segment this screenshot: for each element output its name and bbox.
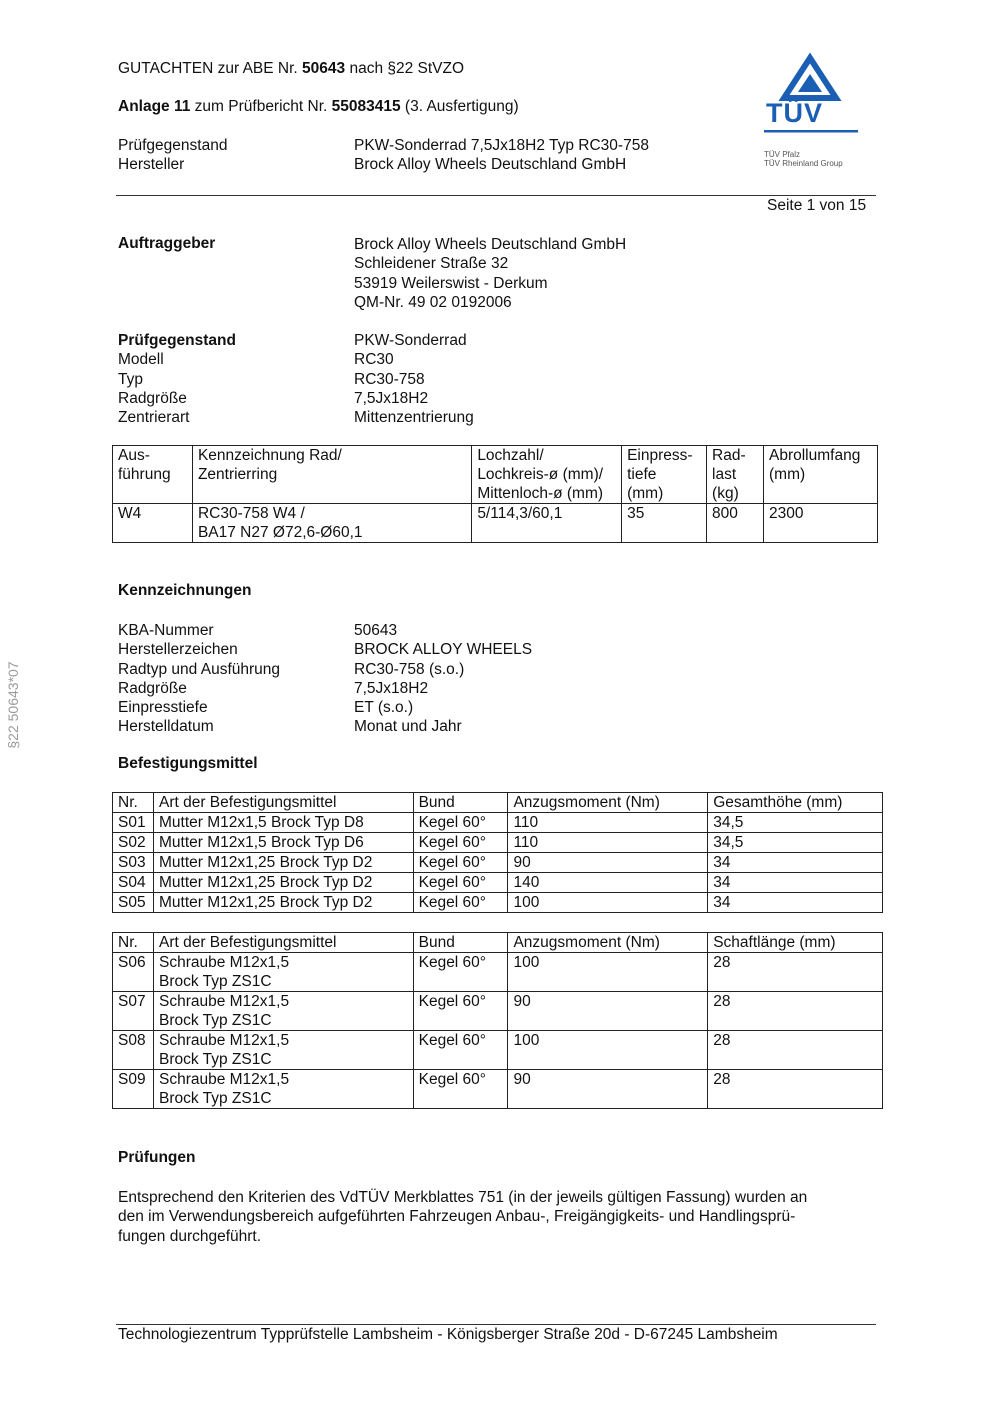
table-cell xyxy=(707,504,764,543)
pg-value: 7,5Jx18H2 xyxy=(354,389,429,407)
pg-key: Typ xyxy=(118,370,143,388)
table-row xyxy=(113,1070,883,1109)
table-row xyxy=(113,833,883,853)
table-cell xyxy=(508,833,708,853)
auftraggeber-line: Brock Alloy Wheels Deutschland GmbH xyxy=(354,236,627,253)
auftraggeber-line: 53919 Weilerswist - Derkum xyxy=(354,274,548,292)
table-header-row xyxy=(113,933,883,953)
table-cell xyxy=(153,1031,413,1070)
table-cell xyxy=(113,833,154,853)
cell-line: 28 xyxy=(713,1032,731,1049)
table-cell xyxy=(413,853,508,873)
table-cell xyxy=(153,853,413,873)
table-cell xyxy=(113,1070,154,1109)
cell-line: 90 xyxy=(513,854,531,871)
cell-line: 34,5 xyxy=(713,814,744,831)
table-row xyxy=(113,813,883,833)
cell-line: Brock Typ ZS1C xyxy=(158,1090,272,1107)
pg-key: Radgröße xyxy=(118,389,187,407)
cell-line: Brock Typ ZS1C xyxy=(158,973,272,990)
cell-line: Mutter M12x1,25 Brock Typ D2 xyxy=(158,874,373,891)
pg-value: PKW-Sonderrad xyxy=(354,332,467,349)
cell-line: S04 xyxy=(118,874,146,891)
pg-value: RC30-758 xyxy=(354,370,425,388)
table-cell xyxy=(153,873,413,893)
cell-line: 100 xyxy=(513,894,540,911)
cell-line: (kg) xyxy=(712,485,739,502)
tuev-logo-sub2: TÜV Rheinland Group xyxy=(764,159,843,168)
table-row xyxy=(113,504,878,543)
table-cell xyxy=(113,853,154,873)
tuev-logo xyxy=(758,52,878,172)
table-cell xyxy=(708,813,883,833)
table-cell xyxy=(508,1070,708,1109)
cell-line: Lochkreis-ø (mm)/ xyxy=(477,466,604,483)
kz-value: Monat und Jahr xyxy=(354,718,462,736)
table-row xyxy=(113,953,883,992)
fixing-table-nuts xyxy=(112,792,883,913)
pg-key: Zentrierart xyxy=(118,409,190,427)
cell-line: 100 xyxy=(513,1032,540,1049)
cell-line: S06 xyxy=(118,954,146,971)
table-cell xyxy=(508,873,708,893)
side-note: §22 50643*07 xyxy=(5,661,21,749)
cell-line: RC30-758 W4 / xyxy=(197,505,305,522)
table-header-cell: Art der Befestigungsmittel xyxy=(153,933,413,953)
cell-line: Mutter M12x1,5 Brock Typ D6 xyxy=(158,834,364,851)
table-cell xyxy=(508,813,708,833)
pg-value: RC30 xyxy=(354,351,394,369)
fixing-table-bolts xyxy=(112,932,883,1109)
cell-line: Kegel 60° xyxy=(418,993,486,1010)
cell-line: Brock Typ ZS1C xyxy=(158,1012,272,1029)
table-header-cell: Nr. xyxy=(113,793,154,813)
cell-line: 110 xyxy=(513,834,539,851)
cell-line: 28 xyxy=(713,1071,731,1088)
table-cell xyxy=(708,1031,883,1070)
auftraggeber-address xyxy=(354,235,626,312)
header-hs-label: Hersteller xyxy=(118,156,185,173)
table-cell xyxy=(508,953,708,992)
table-cell xyxy=(708,893,883,913)
pruefungen-line: fungen durchgeführt. xyxy=(118,1227,262,1245)
table-header-cell xyxy=(472,446,622,504)
cell-line: 34 xyxy=(713,874,731,891)
table-cell xyxy=(413,813,508,833)
table-header-cell: Nr. xyxy=(113,933,154,953)
table-cell xyxy=(413,953,508,992)
table-cell xyxy=(113,893,154,913)
table-header-cell xyxy=(192,446,471,504)
table-cell xyxy=(708,873,883,893)
kz-value: BROCK ALLOY WHEELS xyxy=(354,641,533,659)
table-header-cell xyxy=(764,446,878,504)
table-cell xyxy=(113,813,154,833)
cell-line: 28 xyxy=(713,954,731,971)
table-cell xyxy=(413,873,508,893)
kz-key: KBA-Nummer xyxy=(118,622,214,639)
footer-rule xyxy=(116,1324,876,1325)
table-header-row xyxy=(113,793,883,813)
cell-line: 110 xyxy=(513,814,539,831)
cell-line: Kegel 60° xyxy=(418,954,486,971)
table-cell xyxy=(708,833,883,853)
table-cell xyxy=(192,504,471,543)
cell-line: Rad- xyxy=(712,447,746,464)
tuev-logo-text: TÜV xyxy=(766,98,823,128)
table-cell xyxy=(508,893,708,913)
cell-line: S03 xyxy=(118,854,146,871)
header-rule xyxy=(116,195,876,196)
table-cell xyxy=(764,504,878,543)
footer-text: Technologiezentrum Typprüfstelle Lambsheim - Königsberger Straße 20d - D-67245 Lambsheim xyxy=(118,1326,778,1343)
table-header-cell: Anzugsmoment (Nm) xyxy=(508,933,708,953)
cell-line: Kennzeichnung Rad/ xyxy=(197,447,342,464)
table-cell xyxy=(622,504,707,543)
table-cell xyxy=(413,992,508,1031)
cell-line: Mittenloch-ø (mm) xyxy=(477,485,604,502)
pruefungen-text xyxy=(118,1188,878,1246)
cell-line: BA17 N27 Ø72,6-Ø60,1 xyxy=(197,524,363,541)
cell-line: S09 xyxy=(118,1071,146,1088)
table-header-cell: Schaftlänge (mm) xyxy=(708,933,883,953)
cell-line: W4 xyxy=(118,505,142,522)
table-header-cell: Gesamthöhe (mm) xyxy=(708,793,883,813)
table-header-cell: Bund xyxy=(413,793,508,813)
cell-line: (mm) xyxy=(627,485,664,502)
cell-line: Mutter M12x1,5 Brock Typ D8 xyxy=(158,814,364,831)
cell-line: Kegel 60° xyxy=(418,834,486,851)
table-cell xyxy=(508,1031,708,1070)
kennzeichnungen-title: Kennzeichnungen xyxy=(118,582,252,599)
pruefungen-title: Prüfungen xyxy=(118,1149,196,1166)
table-cell xyxy=(472,504,622,543)
cell-line: Brock Typ ZS1C xyxy=(158,1051,272,1068)
auftraggeber-line: QM-Nr. 49 02 0192006 xyxy=(354,293,512,311)
cell-line: Kegel 60° xyxy=(418,1071,486,1088)
table-cell xyxy=(153,813,413,833)
cell-line: S01 xyxy=(118,814,146,831)
table-cell xyxy=(153,1070,413,1109)
kz-key: Radgröße xyxy=(118,679,187,697)
wheel-table xyxy=(112,445,878,543)
cell-line: 35 xyxy=(627,505,645,522)
cell-line: last xyxy=(712,466,737,483)
table-cell xyxy=(708,1070,883,1109)
table-header-cell xyxy=(707,446,764,504)
table-cell xyxy=(413,1031,508,1070)
cell-line: 28 xyxy=(713,993,731,1010)
cell-line: S08 xyxy=(118,1032,146,1049)
table-cell xyxy=(153,833,413,853)
cell-line: 2300 xyxy=(769,505,804,522)
kz-value: ET (s.o.) xyxy=(354,699,414,717)
cell-line: Kegel 60° xyxy=(418,1032,486,1049)
table-row xyxy=(113,893,883,913)
cell-line: Mutter M12x1,25 Brock Typ D2 xyxy=(158,894,373,911)
cell-line: Schraube M12x1,5 xyxy=(158,954,290,971)
cell-line: Mutter M12x1,25 Brock Typ D2 xyxy=(158,854,373,871)
cell-line: Einpress- xyxy=(627,447,693,464)
header-line2: Anlage 11 zum Prüfbericht Nr. 55083415 (3. Ausfertigung) xyxy=(118,98,519,115)
cell-line: 90 xyxy=(513,1071,531,1088)
table-cell xyxy=(113,992,154,1031)
cell-line: Kegel 60° xyxy=(418,854,486,871)
kennzeichnungen-block xyxy=(118,621,818,737)
pg-value: Mittenzentrierung xyxy=(354,409,474,427)
cell-line: Abrollumfang xyxy=(769,447,861,464)
cell-line: Kegel 60° xyxy=(418,814,486,831)
header-pg-value: PKW-Sonderrad 7,5Jx18H2 Typ RC30-758 xyxy=(354,137,649,154)
table-cell xyxy=(153,893,413,913)
cell-line: 140 xyxy=(513,874,540,891)
table-cell xyxy=(413,1070,508,1109)
table-cell xyxy=(508,992,708,1031)
cell-line: S05 xyxy=(118,894,146,911)
cell-line: 800 xyxy=(712,505,738,522)
table-row xyxy=(113,992,883,1031)
pg-key: Prüfgegenstand xyxy=(118,332,236,349)
pg-key: Modell xyxy=(118,351,164,369)
cell-line: Schraube M12x1,5 xyxy=(158,1071,290,1088)
table-cell xyxy=(113,504,193,543)
cell-line: Lochzahl/ xyxy=(477,447,544,464)
cell-line: Zentrierring xyxy=(197,466,278,483)
table-header-cell xyxy=(113,446,193,504)
cell-line: S02 xyxy=(118,834,146,851)
page-number: Seite 1 von 15 xyxy=(767,197,867,214)
header-pg-label: Prüfgegenstand xyxy=(118,137,228,154)
cell-line: tiefe xyxy=(627,466,657,483)
table-cell xyxy=(113,953,154,992)
table-cell xyxy=(153,992,413,1031)
pruefgegenstand-block xyxy=(118,331,818,427)
cell-line: 34,5 xyxy=(713,834,744,851)
kz-key: Herstellerzeichen xyxy=(118,641,238,659)
tuev-logo-sub1: TÜV Pfalz xyxy=(764,150,801,159)
befestigung-title: Befestigungsmittel xyxy=(118,755,258,772)
cell-line: 90 xyxy=(513,993,531,1010)
header-line1: GUTACHTEN zur ABE Nr. 50643 nach §22 StVZO xyxy=(118,60,465,77)
cell-line: führung xyxy=(118,466,171,483)
cell-line: Schraube M12x1,5 xyxy=(158,993,290,1010)
kz-value: 7,5Jx18H2 xyxy=(354,679,429,697)
pruefungen-line: Entsprechend den Kriterien des VdTÜV Merkblattes 751 (in der jeweils gültigen Fassung) wurden an xyxy=(118,1189,808,1206)
kz-value: RC30-758 (s.o.) xyxy=(354,660,465,678)
cell-line: 5/114,3/60,1 xyxy=(477,505,563,522)
cell-line: 34 xyxy=(713,894,731,911)
cell-line: Aus- xyxy=(118,447,150,464)
table-cell xyxy=(113,873,154,893)
table-cell xyxy=(113,1031,154,1070)
cell-line: 100 xyxy=(513,954,540,971)
kz-key: Radtyp und Ausführung xyxy=(118,660,281,678)
table-row xyxy=(113,1031,883,1070)
table-row xyxy=(113,873,883,893)
cell-line: S07 xyxy=(118,993,146,1010)
table-header-cell: Art der Befestigungsmittel xyxy=(153,793,413,813)
table-cell xyxy=(708,992,883,1031)
cell-line: Kegel 60° xyxy=(418,894,486,911)
header-hs-value: Brock Alloy Wheels Deutschland GmbH xyxy=(354,156,627,173)
table-header-row xyxy=(113,446,878,504)
cell-line: (mm) xyxy=(769,466,806,483)
kz-key: Herstelldatum xyxy=(118,718,214,736)
table-cell xyxy=(508,853,708,873)
table-header-cell: Bund xyxy=(413,933,508,953)
kz-key: Einpresstiefe xyxy=(118,699,208,717)
cell-line: 34 xyxy=(713,854,731,871)
table-cell xyxy=(708,853,883,873)
table-header-cell xyxy=(622,446,707,504)
cell-line: Schraube M12x1,5 xyxy=(158,1032,290,1049)
table-cell xyxy=(708,953,883,992)
table-row xyxy=(113,853,883,873)
pruefungen-line: den im Verwendungsbereich aufgeführten Fahrzeugen Anbau-, Freigängigkeits- und Handlingsprü- xyxy=(118,1208,796,1226)
auftraggeber-label: Auftraggeber xyxy=(118,235,216,252)
cell-line: Kegel 60° xyxy=(418,874,486,891)
table-cell xyxy=(153,953,413,992)
kz-value: 50643 xyxy=(354,622,398,639)
table-cell xyxy=(413,893,508,913)
table-cell xyxy=(413,833,508,853)
table-header-cell: Anzugsmoment (Nm) xyxy=(508,793,708,813)
auftraggeber-line: Schleidener Straße 32 xyxy=(354,255,509,273)
